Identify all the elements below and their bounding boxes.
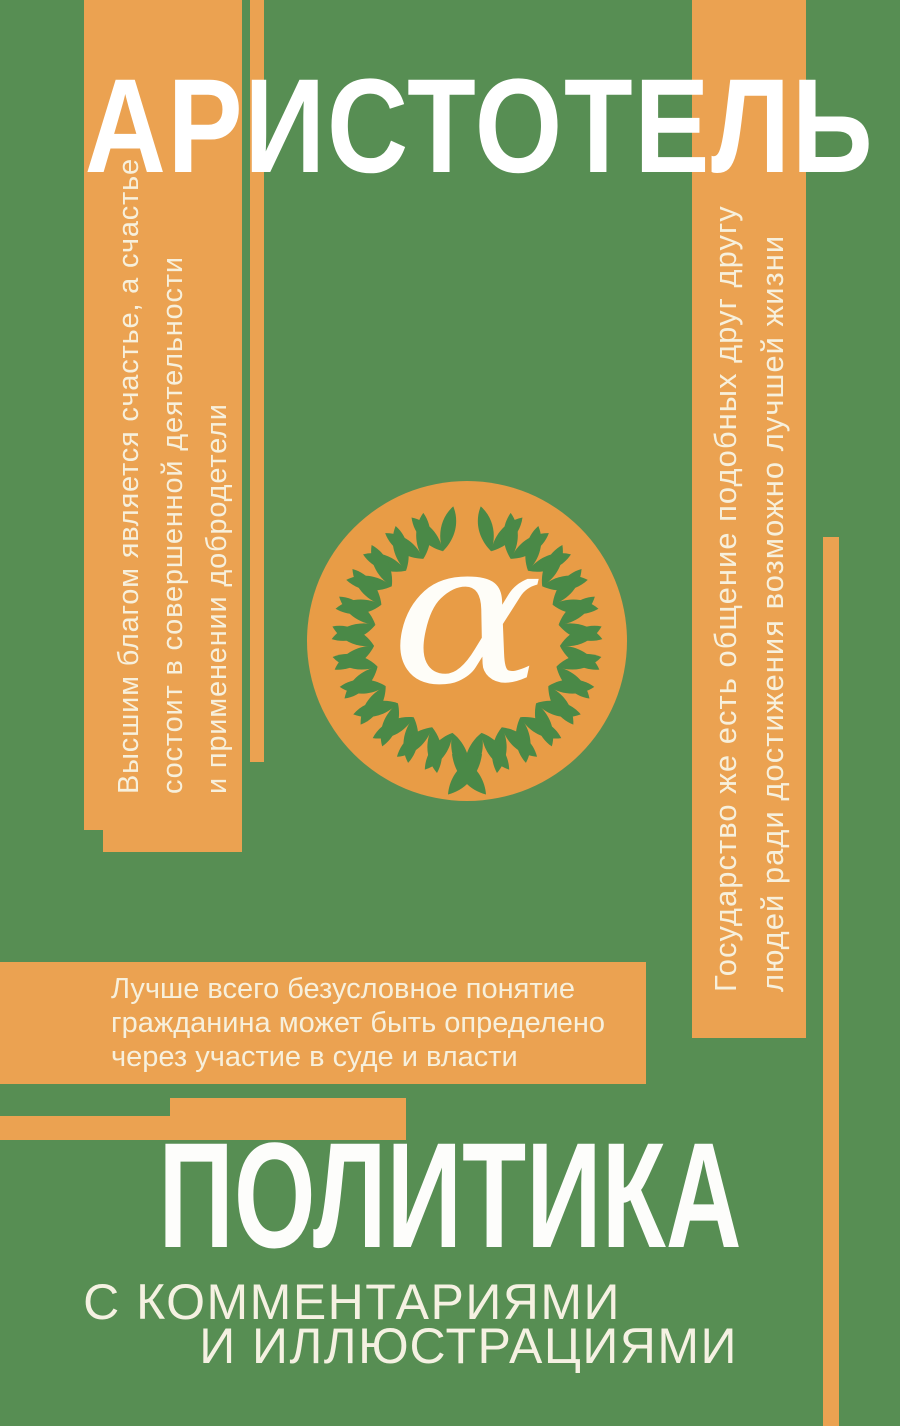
subtitle-line-2: И ИЛЛЮСТРАЦИЯМИ [199, 1318, 738, 1374]
quote-line: гражданина может быть определено [111, 1007, 605, 1039]
quote-line: Государство же есть общение подобных друг другу [708, 205, 743, 992]
subtitle-line-1: С КОММЕНТАРИЯМИ [83, 1274, 621, 1330]
quote-line: Высшим благом является счастье, а счастье [112, 158, 145, 794]
book-title: ПОЛИТИКА [158, 1111, 742, 1279]
right-thin-stripe [823, 537, 839, 1426]
citizen-quote-banner [0, 962, 646, 1084]
author-name: АРИСТОТЕЛЬ [84, 52, 875, 201]
quote-line: через участие в суде и власти [111, 1041, 518, 1073]
alpha-glyph [391, 499, 543, 729]
quote-line: и применении добродетели [200, 403, 233, 794]
alpha-laurel-emblem [302, 476, 632, 806]
quote-line: Лучше всего безусловное понятие [111, 973, 575, 1005]
svg-text:α: α [390, 499, 544, 730]
quote-line: людей ради достижения возможно лучшей жизни [755, 234, 790, 992]
quote-line: состоит в совершенной деятельности [156, 256, 189, 794]
